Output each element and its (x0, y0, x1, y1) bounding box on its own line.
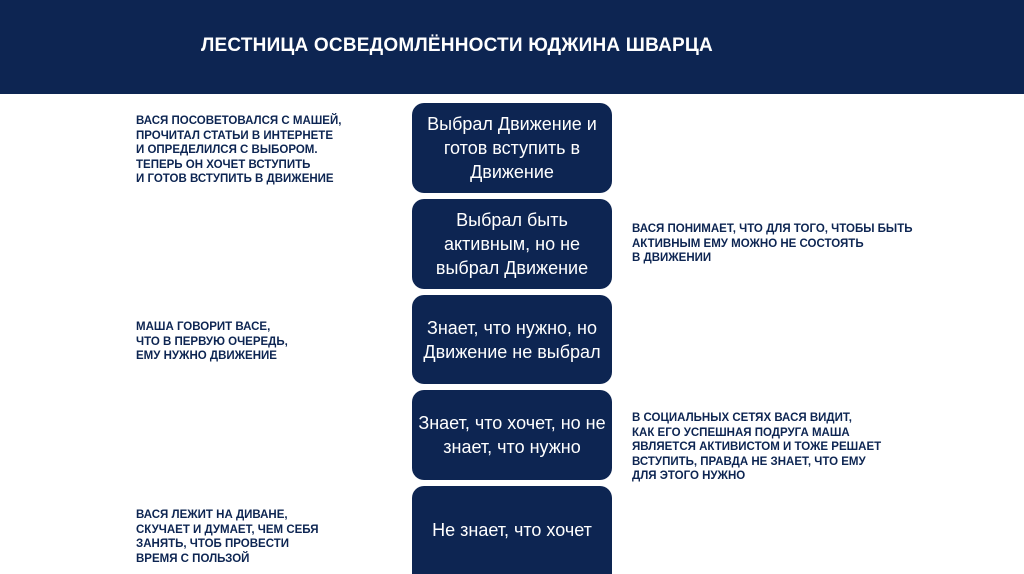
ladder-step-2 (412, 199, 612, 289)
ladder-step-label: Выбрал Движение и готов вступить в Движение (427, 114, 597, 182)
ladder-step-3 (412, 295, 612, 384)
ladder-step-5 (412, 486, 612, 574)
note-ready: ВАСЯ ПОСОВЕТОВАЛСЯ С МАШЕЙ, ПРОЧИТАЛ СТАТЬИ В ИНТЕРНЕТЕ И ОПРЕДЕЛИЛСЯ С ВЫБОРОМ. ТЕПЕРЬ ОН ХОЧЕТ ВСТУПИТЬ И ГОТОВ ВСТУПИТЬ В ДВИЖЕНИЕ (136, 115, 342, 185)
ladder-step-label: Не знает, что хочет (432, 520, 592, 540)
note-unaware: ВАСЯ ЛЕЖИТ НА ДИВАНЕ, СКУЧАЕТ И ДУМАЕТ, ЧЕМ СЕБЯ ЗАНЯТЬ, ЧТОБ ПРОВЕСТИ ВРЕМЯ С ПОЛЬЗОЙ (136, 509, 319, 565)
note-knows-need: МАША ГОВОРИТ ВАСЕ, ЧТО В ПЕРВУЮ ОЧЕРЕДЬ, ЕМУ НУЖНО ДВИЖЕНИЕ (136, 321, 288, 362)
note-knows-want: В СОЦИАЛЬНЫХ СЕТЯХ ВАСЯ ВИДИТ, КАК ЕГО УСПЕШНАЯ ПОДРУГА МАША ЯВЛЯЕТСЯ АКТИВИСТОМ И ТОЖЕ РЕШАЕТ ВСТУПИТЬ, ПРАВДА НЕ ЗНАЕТ, ЧТО ЕМУ ДЛЯ ЭТОГО НУЖНО (632, 412, 882, 482)
note-active: ВАСЯ ПОНИМАЕТ, ЧТО ДЛЯ ТОГО, ЧТОБЫ БЫТЬ АКТИВНЫМ ЕМУ МОЖНО НЕ СОСТОЯТЬ В ДВИЖЕНИИ (632, 223, 913, 264)
ladder-step-1 (412, 103, 612, 193)
ladder-step-label: Знает, что нужно, но Движение не выбрал (423, 317, 601, 362)
ladder-step-label: Знает, что хочет, но не знает, что нужно (418, 413, 606, 457)
ladder-step-label: Выбрал быть активным, но не выбрал Движение (435, 210, 589, 278)
slide-title: ЛЕСТНИЦА ОСВЕДОМЛЁННОСТИ ЮДЖИНА ШВАРЦА (201, 35, 713, 56)
ladder-step-4 (412, 390, 612, 480)
